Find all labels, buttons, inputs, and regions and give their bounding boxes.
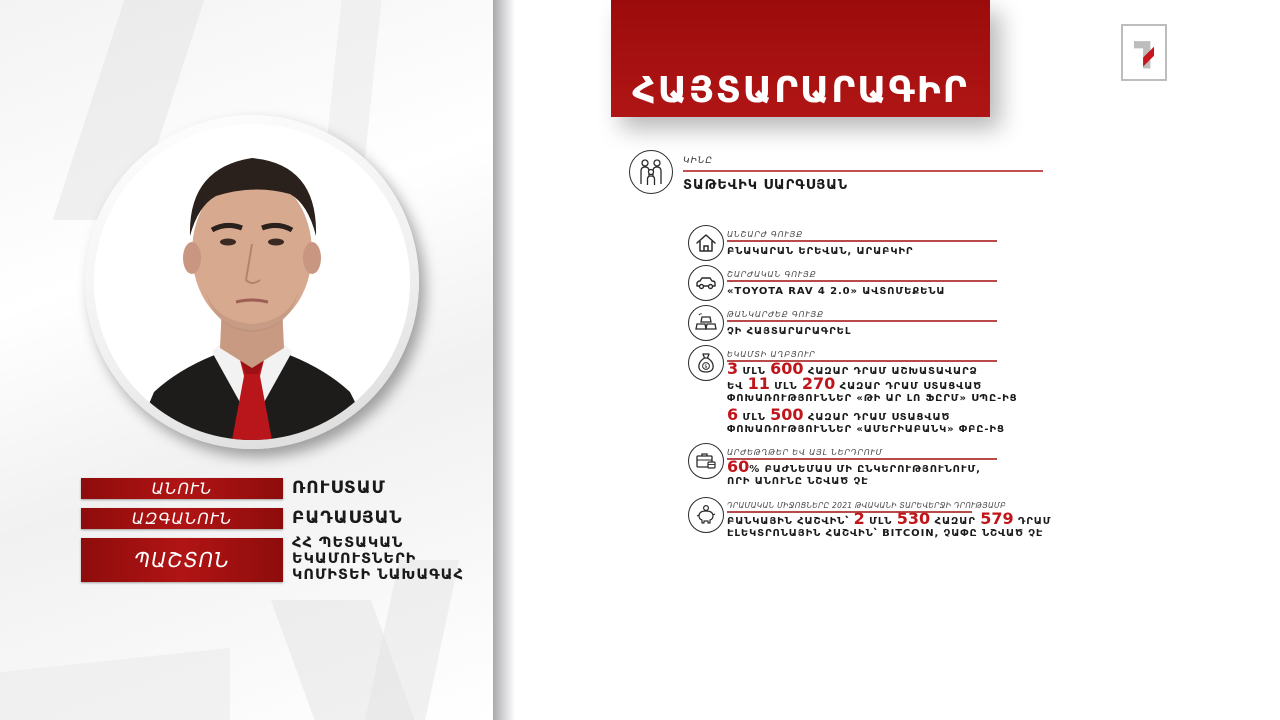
income-line (727, 374, 1018, 393)
name-label: ԱՆՈՒՆ (81, 478, 283, 499)
amount-text: ՀԱԶԱՐ ԴՐԱՄ ԱՇԽԱՏԱՎԱՐՁ (803, 366, 978, 377)
gold-bars-icon (688, 305, 724, 341)
portrait-photo (94, 124, 410, 440)
car-icon (688, 265, 724, 301)
money-bag-icon (688, 345, 724, 381)
divider-line (727, 240, 997, 242)
amount-text: ԵՎ (727, 381, 748, 392)
amount-number: 11 (747, 374, 770, 393)
position-line: ԵԿԱՄՈՒՏՆԵՐԻ (292, 551, 417, 567)
income-line (727, 405, 1018, 424)
briefcase-icon (688, 443, 724, 479)
position-value (292, 535, 464, 583)
divider-line (727, 320, 997, 322)
percent-sign: % (749, 464, 761, 475)
panel-divider (493, 0, 515, 720)
cash-text: ԲԱՆԿԱՅԻՆ ՀԱՇՎԻՆ՝ (727, 516, 854, 527)
section-label: ԱՆՇԱՐԺ ԳՈՒՅՔ (727, 230, 803, 239)
page-title: ՀԱՅՏԱՐԱՐԱԳԻՐ (632, 70, 969, 111)
surname-value: ԲԱԴԱՍՅԱՆ (292, 508, 403, 528)
position-line: ՀՀ ՊԵՏԱԿԱՆ (292, 535, 404, 551)
divider-line (727, 280, 997, 282)
section-label: ԱՐԺԵԹՂԹԵՐ ԵՎ ԱՅԼ ՆԵՐԴՐՈՒՄ (727, 448, 883, 457)
person-portrait-icon (94, 124, 410, 440)
amount-unit: ՀԱԶԱՐ (930, 516, 981, 527)
amount-text: ՀԱԶԱՐ ԴՐԱՄ ՍՏԱՑՎԱԾ (803, 412, 951, 423)
position-line: ԿՈՄԻՏԵԻ ՆԱԽԱԳԱՀ (292, 567, 464, 583)
surname-label: ԱԶԳԱՆՈՒՆ (81, 508, 283, 529)
title-banner (611, 0, 990, 117)
first-channel-logo-icon (1123, 26, 1165, 79)
section-label: ՇԱՐԺԱԿԱՆ ԳՈՒՅՔ (727, 270, 817, 279)
spouse-label: ԿԻՆԸ (683, 156, 713, 166)
securities-text: ԲԱԺՆԵՄԱՍ ՄԻ ԸՆԿԵՐՈՒԹՅՈՒՆՈՒՄ, (760, 464, 981, 475)
section-label: ԵԿԱՄՏԻ ԱՂԲՅՈՒՐ (727, 350, 816, 359)
background-shard (0, 648, 230, 720)
divider-line (683, 170, 1043, 172)
divider-line (727, 360, 997, 362)
cash-line: ԷԼԵԿՏՐՈՆԱՅԻՆ ՀԱՇՎԻՆ՝ BITCOIN, ՉԱՓԸ ՆՇՎԱԾ ՉԷ (727, 528, 1044, 539)
amount-number: 6 (727, 405, 739, 424)
piggy-bank-icon (688, 497, 724, 533)
position-label: ՊԱՇՏՈՆ (81, 538, 283, 582)
divider-line (727, 458, 997, 460)
income-line: ՓՈԽԱՌՈՒԹՅՈՒՆՆԵՐ «ԱՄԵՐԻԱԲԱՆԿ» ՓԲԸ-ԻՑ (727, 424, 1005, 435)
income-line (727, 359, 1018, 378)
profile-panel (0, 0, 493, 720)
amount-unit: ՄԼՆ (864, 516, 897, 527)
amount-text: ՀԱԶԱՐ ԴՐԱՄ ՍՏԱՑՎԱԾ (835, 381, 983, 392)
family-icon (629, 150, 673, 194)
securities-line (727, 457, 981, 476)
cash-text: ԴՐԱՄ (1013, 516, 1052, 527)
cash-line (727, 509, 1052, 528)
svg-text:$: $ (704, 364, 708, 370)
percent-number: 60 (727, 457, 750, 476)
section-value (727, 359, 1018, 436)
spouse-name: ՏԱԹԵՎԻԿ ՍԱՐԳՍՅԱՆ (683, 178, 849, 193)
securities-line: ՈՐԻ ԱՆՈՒՆԸ ՆՇՎԱԾ ՉԷ (727, 476, 869, 487)
channel-logo (1121, 24, 1167, 81)
amount-unit: ՄԼՆ (738, 412, 771, 423)
amount-unit: ՄԼՆ (738, 366, 771, 377)
amount-unit: ՄԼՆ (769, 381, 802, 392)
section-label: ԴՐԱՄԱԿԱՆ ՄԻՋՈՑՆԵՐԸ 2021 ԹՎԱԿԱՆԻ ՏԱՐԵՎԵՐՋԻ ԴՐՈՒԹՅԱՄԲ (727, 501, 1007, 510)
section-value (727, 509, 1052, 540)
section-label: ԹԱՆԿԱՐԺԵՔ ԳՈՒՅՔ (727, 310, 824, 319)
name-value: ՌՈՒՍՏԱՄ (292, 478, 386, 498)
amount-number: 2 (853, 509, 865, 528)
section-value (727, 457, 981, 488)
amount-number: 500 (770, 405, 804, 424)
income-line: ՓՈԽԱՌՈՒԹՅՈՒՆՆԵՐ «ԹԻ ԱՐ ԼՈ ՖԸՐՄ» ՍՊԸ-ԻՑ (727, 393, 1018, 404)
amount-number: 270 (801, 374, 836, 393)
house-icon (688, 225, 724, 261)
amount-number: 3 (727, 359, 739, 378)
section-value: ԲՆԱԿԱՐԱՆ ԵՐԵՎԱՆ, ԱՐԱԲԿԻՐ (727, 246, 914, 257)
amount-number: 600 (770, 359, 804, 378)
section-value: ՉԻ ՀԱՅՏԱՐԱՐԱԳՐԵԼ (727, 326, 852, 337)
section-value: «TOYOTA RAV 4 2.0» ԱՎՏՈՄԵՔԵՆԱ (727, 286, 946, 297)
amount-number: 530 (896, 509, 931, 528)
amount-number: 579 (980, 509, 1014, 528)
